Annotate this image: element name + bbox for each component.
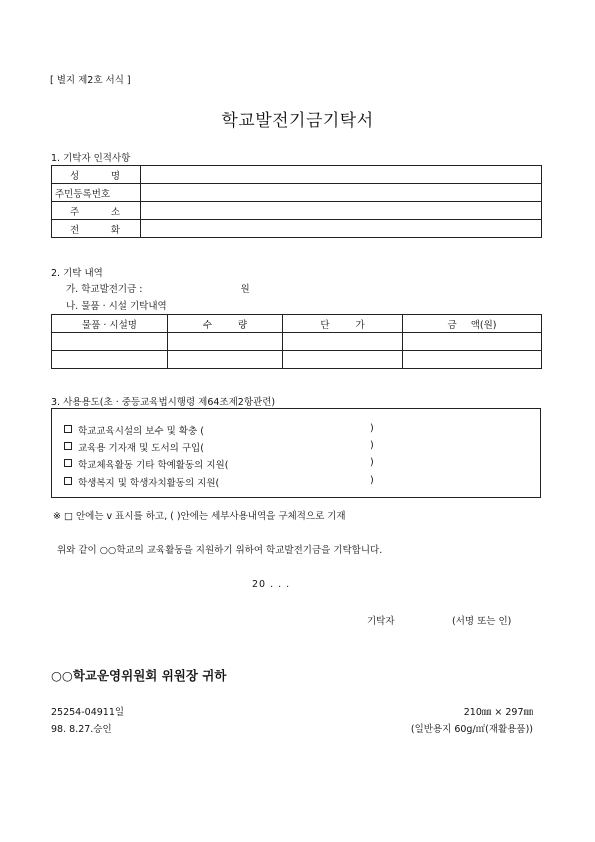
header-label: 금 (447, 319, 457, 331)
fund-label: 가. 학교발전기금 : (66, 284, 143, 295)
header-amount (403, 315, 542, 333)
phone-field[interactable] (141, 220, 542, 238)
label-part: 주 (70, 206, 80, 218)
header-quantity (168, 315, 283, 333)
usage-item-label: 학교체육활동 기타 학예활동의 지원( (78, 460, 229, 471)
header-goods-name (52, 315, 168, 333)
doc-code: 25254-04911일 (51, 707, 125, 718)
label-part: 소 (110, 206, 120, 218)
name-label-cell (52, 166, 141, 184)
phone-label-cell (52, 220, 141, 238)
form-number: [ 별지 제2호 서식 ] (50, 75, 131, 86)
label-part: 주민등록번호 (55, 188, 111, 200)
header-label: 량 (238, 319, 248, 331)
goods-name-cell[interactable] (52, 351, 168, 369)
table-row (52, 202, 542, 220)
fund-unit: 원 (240, 284, 250, 295)
usage-item-label: 교육용 기자재 및 도서의 구입( (78, 443, 204, 454)
table-row (52, 166, 542, 184)
resident-number-field[interactable] (141, 184, 542, 202)
close-paren: ) (370, 475, 374, 486)
label-part: 전 (70, 224, 80, 236)
usage-item-facilities (64, 423, 204, 437)
goods-name-cell[interactable] (52, 333, 168, 351)
address-label-cell (52, 202, 141, 220)
usage-item-sports (64, 457, 228, 471)
fund-amount-line (66, 281, 250, 295)
unit-price-cell[interactable] (283, 333, 403, 351)
approval-date: 98. 8.27.승인 (51, 724, 112, 735)
close-paren: ) (370, 423, 374, 434)
date-line: 20 . . . (252, 579, 291, 590)
section1-heading: 1. 기탁자 인적사항 (51, 153, 131, 164)
table-row (52, 184, 542, 202)
section2-heading: 2. 기탁 내역 (51, 268, 103, 279)
instruction-note: ※ □ 안에는 v 표시를 하고, ( )안에는 세부사용내역을 구체적으로 기재 (53, 511, 346, 522)
checkbox[interactable] (64, 442, 72, 450)
checkbox[interactable] (64, 425, 72, 433)
header-label: 물품 · 시설명 (82, 319, 137, 331)
label-part: 성 (70, 170, 80, 182)
amount-cell[interactable] (403, 351, 542, 369)
header-unit-price (283, 315, 403, 333)
table-row (52, 333, 542, 351)
checkbox[interactable] (64, 477, 72, 485)
signature-note: (서명 또는 인) (452, 616, 512, 627)
table-row (52, 220, 542, 238)
donor-info-table (51, 165, 542, 238)
label-part: 화 (110, 224, 120, 236)
amount-cell[interactable] (403, 333, 542, 351)
donor-label: 기탁자 (367, 616, 395, 627)
paper-size: 210㎜ × 297㎜ (463, 707, 533, 718)
goods-table (51, 314, 542, 369)
usage-item-equipment (64, 440, 204, 454)
document-title: 학교발전기금기탁서 (221, 111, 374, 131)
usage-item-welfare (64, 475, 219, 489)
table-header-row (52, 315, 542, 333)
label-part: 명 (110, 170, 120, 182)
address-field[interactable] (141, 202, 542, 220)
close-paren: ) (370, 440, 374, 451)
close-paren: ) (370, 457, 374, 468)
quantity-cell[interactable] (168, 351, 283, 369)
usage-item-label: 학교교육시설의 보수 및 확충 ( (78, 426, 204, 437)
unit-price-cell[interactable] (283, 351, 403, 369)
header-label: 단 (320, 319, 330, 331)
goods-heading: 나. 물품 · 시설 기탁내역 (66, 301, 167, 312)
table-row (52, 351, 542, 369)
paper-type: (일반용지 60g/㎡(재활용품)) (410, 724, 533, 735)
checkbox[interactable] (64, 459, 72, 467)
header-label: 액(원) (470, 319, 497, 331)
recipient: ○○학교운영위원회 위원장 귀하 (51, 668, 227, 683)
usage-item-label: 학생복지 및 학생자치활동의 지원( (78, 478, 220, 489)
name-field[interactable] (141, 166, 542, 184)
quantity-cell[interactable] (168, 333, 283, 351)
resident-number-label-cell (52, 184, 141, 202)
pledge-statement: 위와 같이 ○○학교의 교육활동을 지원하기 위하여 학교발전기금을 기탁합니다. (57, 545, 383, 556)
usage-box (51, 408, 541, 498)
header-label: 가 (355, 319, 365, 331)
header-label: 수 (202, 319, 212, 331)
section3-heading: 3. 사용용도(초 · 중등교육법시행령 제64조제2항관련) (51, 397, 276, 408)
